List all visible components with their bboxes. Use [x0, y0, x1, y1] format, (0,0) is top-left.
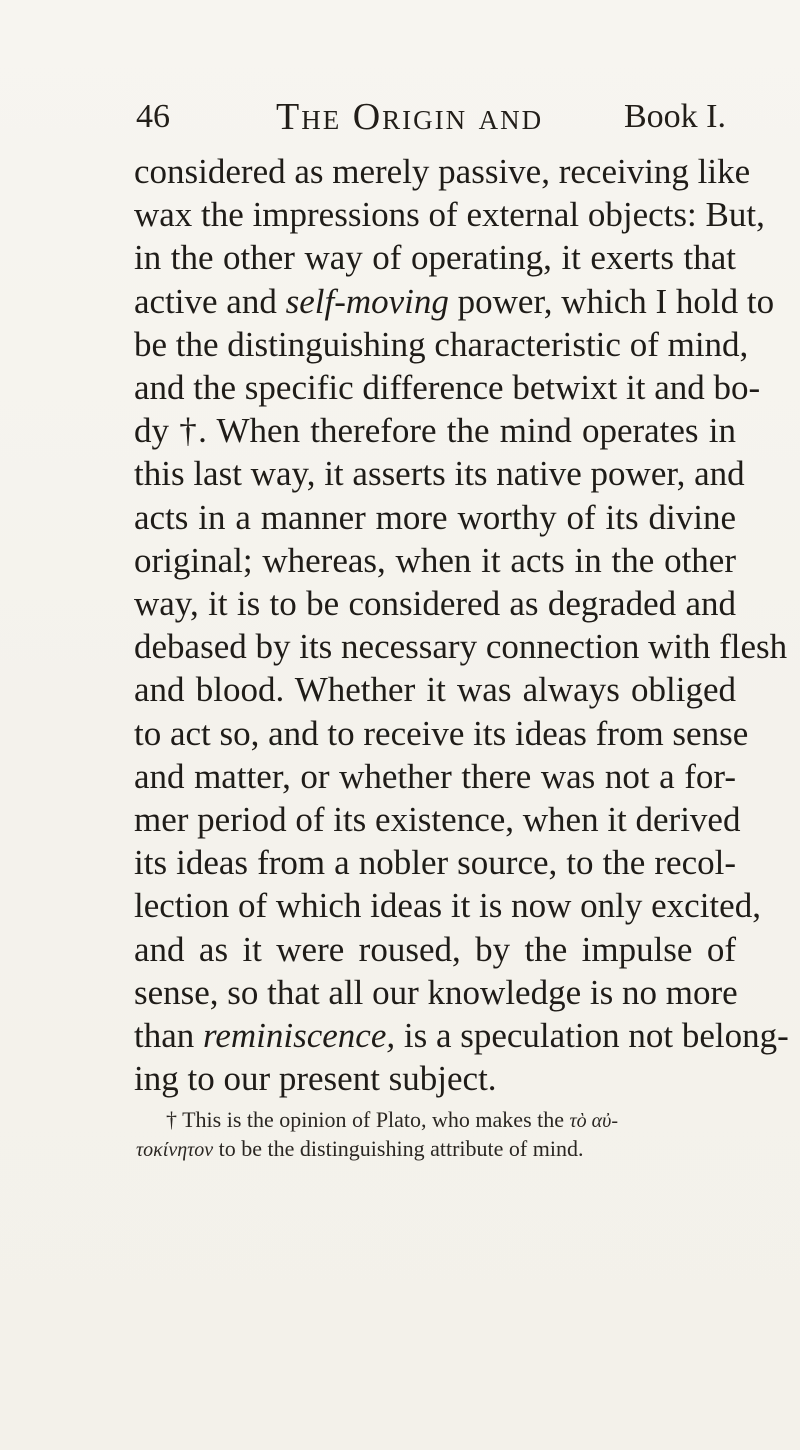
text-line: mer period of its existence, when it derived [134, 800, 741, 840]
text-line: and blood. Whether it was always obliged [134, 670, 736, 710]
text-line: in the other way of operating, it exerts that [134, 238, 736, 278]
text-line: to act so, and to receive its ideas from sense [134, 713, 749, 753]
footnote-line [136, 1135, 736, 1164]
text-line: sense, so that all our knowledge is no more [134, 972, 738, 1012]
text-line: ing to our present subject. [134, 1059, 497, 1099]
text-span: is a speculation not belong- [395, 1016, 789, 1056]
greek-text: τὸ αὐ- [569, 1110, 619, 1132]
text-line [134, 1014, 789, 1057]
italic-text: reminiscence, [203, 1016, 396, 1056]
book-label: Book I. [624, 98, 726, 135]
text-line: way, it is to be considered as degraded and [134, 584, 736, 624]
text-line: acts in a manner more worthy of its divine [134, 497, 736, 537]
greek-text: τοκίνητον [136, 1139, 214, 1161]
running-head [136, 92, 726, 142]
text-line: and matter, or whether there was not a for- [134, 756, 736, 796]
main-text [134, 150, 789, 1100]
footnote-text: † This is the opinion of Plato, who makes the [166, 1107, 565, 1132]
text-line: debased by its necessary connection with flesh [134, 627, 788, 667]
text-line: be the distinguishing characteristic of mind, [134, 324, 749, 364]
text-line: lection of which ideas it is now only excited, [134, 886, 761, 926]
footnote-line [136, 1106, 736, 1135]
text-line: wax the impressions of external objects: But, [134, 195, 765, 235]
footnote-text: to be the distinguishing attribute of mind. [218, 1136, 584, 1161]
text-line: considered as merely passive, receiving like [134, 152, 751, 191]
text-line: this last way, it asserts its native power, and [134, 454, 745, 494]
text-line: original; whereas, when it acts in the other [134, 540, 736, 580]
text-span: active and [134, 281, 286, 321]
text-span: power, which I hold to [448, 281, 775, 321]
running-title: The Origin and [276, 96, 544, 138]
text-line: dy †. When therefore the mind operates in [134, 411, 736, 451]
text-line [134, 280, 775, 323]
text-line: its ideas from a nobler source, to the recol- [134, 843, 736, 883]
italic-text: self-moving [285, 281, 449, 321]
footnote [136, 1106, 736, 1164]
text-span: than [134, 1016, 204, 1056]
text-line: and the specific difference betwixt it and bo- [134, 368, 761, 408]
text-line: and as it were roused, by the impulse of [134, 929, 736, 969]
page-number: 46 [136, 98, 170, 135]
